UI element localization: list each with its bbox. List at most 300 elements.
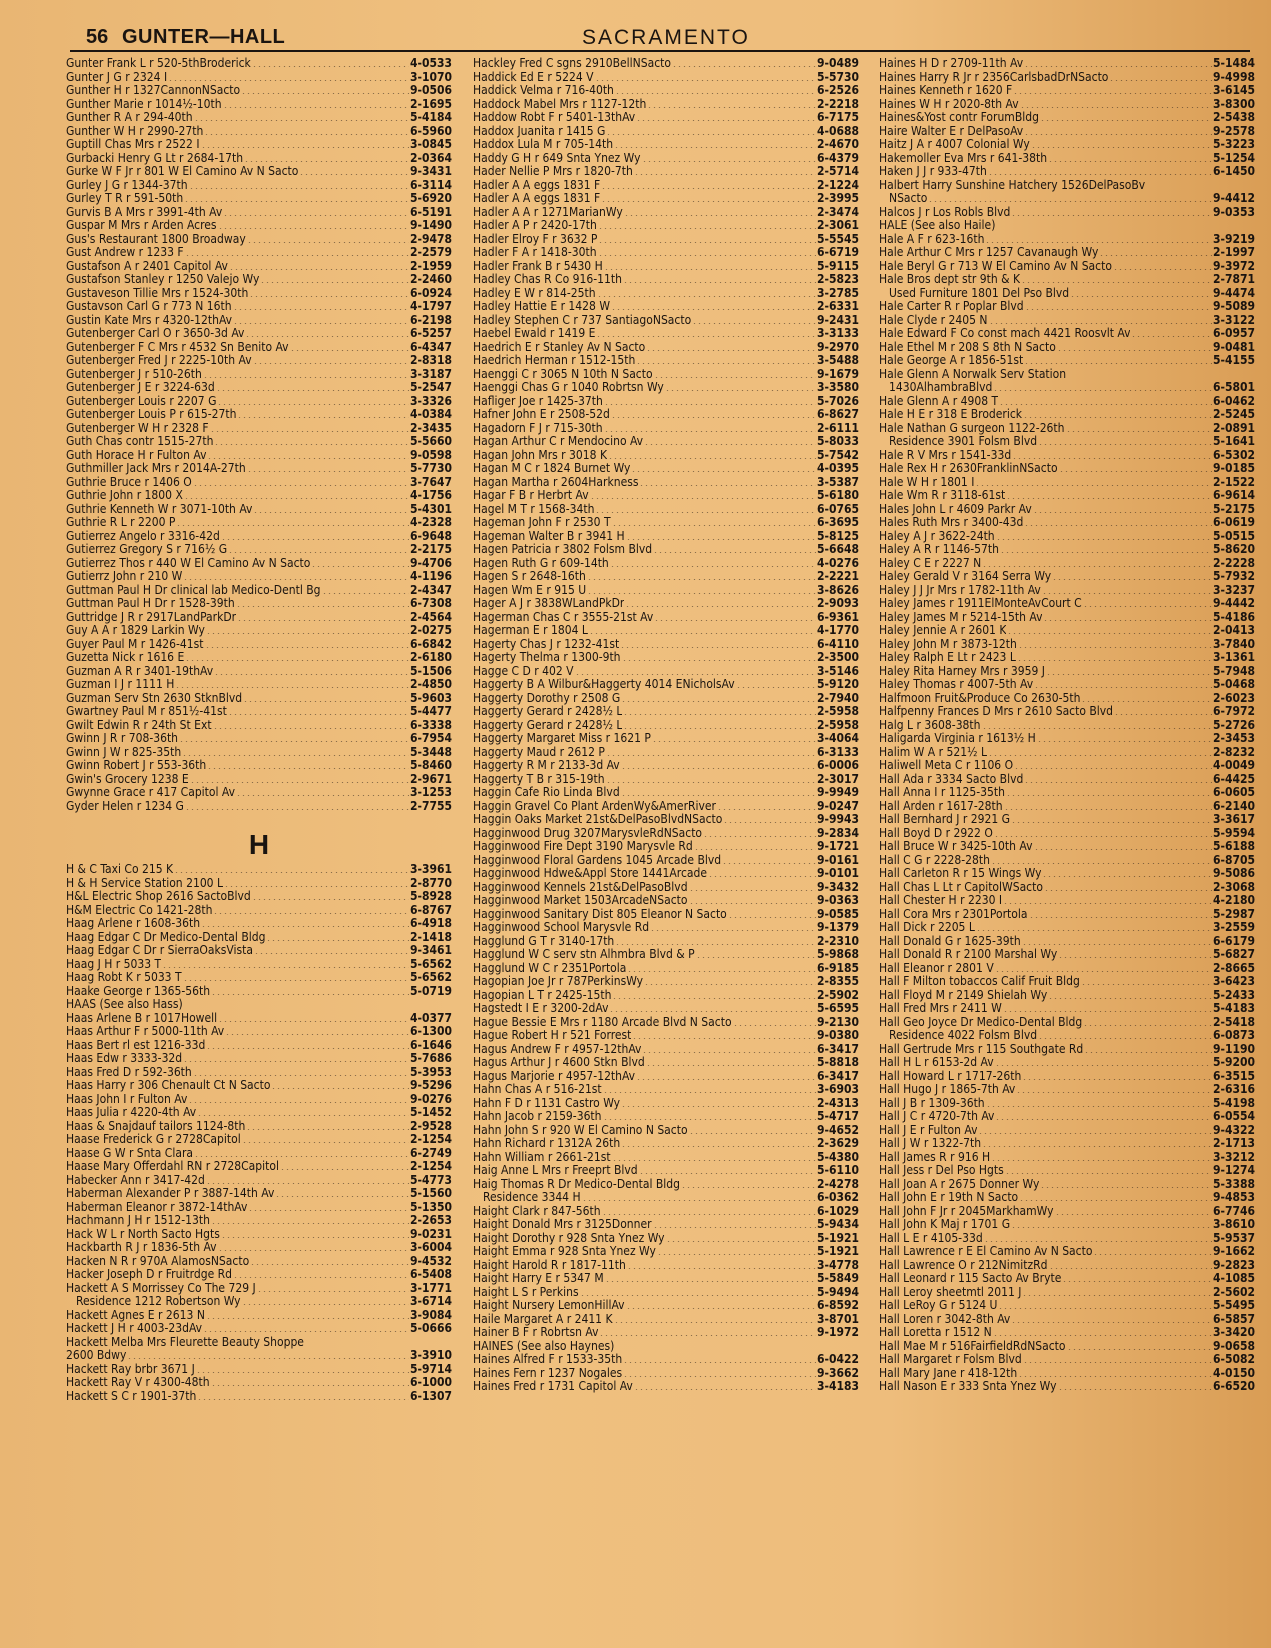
dot-leader bbox=[1000, 543, 1212, 553]
listing-name: Haag Edgar C Dr r SierraOaksVista bbox=[66, 944, 254, 957]
listing-entry bbox=[66, 138, 452, 152]
listing-entry bbox=[66, 719, 452, 733]
listing-name: Haley C E r 2227 N bbox=[879, 556, 982, 570]
dot-leader bbox=[1058, 948, 1212, 958]
listing-name: Hackett Agnes E r 2613 N bbox=[66, 1308, 205, 1322]
dot-leader bbox=[247, 462, 409, 472]
phone-number: 2-2221 bbox=[816, 570, 859, 583]
listing-name: Hadler Frank B r 5430 H bbox=[473, 259, 603, 273]
listing-entry bbox=[879, 287, 1255, 301]
listing-entry bbox=[66, 341, 452, 355]
listing-name: Halg L r 3608-38th bbox=[879, 718, 981, 732]
listing-entry bbox=[66, 863, 452, 877]
phone-number: 5-1452 bbox=[409, 1106, 452, 1119]
listing-entry bbox=[66, 1187, 452, 1201]
listing-entry bbox=[879, 327, 1255, 341]
listing-name: Hageman John F r 2530 T bbox=[473, 516, 611, 529]
listing-name: Hahn William r 2661-21st bbox=[473, 1150, 611, 1164]
dot-leader bbox=[252, 890, 409, 900]
dot-leader bbox=[644, 435, 816, 445]
dot-leader bbox=[1113, 260, 1212, 270]
listing-entry bbox=[473, 624, 859, 638]
listing-name: Hall Loren r 3042-8th Av bbox=[879, 1312, 1011, 1326]
listing-name: Hadler A P r 2420-17th bbox=[473, 219, 597, 232]
dot-leader bbox=[184, 489, 409, 499]
phone-number: 6-7954 bbox=[409, 732, 452, 745]
phone-number: 3-4778 bbox=[816, 1258, 859, 1272]
listing-entry bbox=[473, 341, 859, 355]
listing-entry bbox=[473, 1259, 859, 1273]
dot-leader bbox=[206, 624, 409, 634]
phone-number: 6-0006 bbox=[816, 759, 859, 772]
listing-name: Gustafson Stanley r 1250 Valejo Wy bbox=[66, 273, 260, 286]
phone-number: 9-9949 bbox=[816, 786, 859, 799]
listing-entry bbox=[879, 1083, 1255, 1097]
dot-leader bbox=[1013, 84, 1212, 94]
listing-name: Hall Donald G r 1625-39th bbox=[879, 934, 1021, 948]
listing-entry bbox=[66, 1160, 452, 1174]
phone-number: 3-1771 bbox=[409, 1281, 452, 1295]
phone-number: 9-4853 bbox=[1212, 1191, 1255, 1204]
listing-name: Haley James r 1911ElMonteAvCourt C bbox=[879, 597, 1082, 610]
listing-name: Gutierrez Thos r 440 W El Camino Av N Sacto bbox=[66, 556, 311, 570]
listing-name: Halfpenny Frances D Mrs r 2610 Sacto Blvd bbox=[879, 705, 1114, 718]
listing-entry bbox=[66, 57, 452, 71]
listing-name: Haggerty T B r 315-19th bbox=[473, 772, 605, 786]
listing-name: Gutierrz John r 210 W bbox=[66, 570, 183, 583]
dot-leader bbox=[653, 1218, 816, 1228]
phone-number: 3-7840 bbox=[1212, 637, 1255, 651]
phone-number: 5-1560 bbox=[409, 1187, 452, 1200]
dot-leader bbox=[237, 408, 409, 418]
listing-name: Hall John K Maj r 1701 G bbox=[879, 1218, 1011, 1231]
listing-name: Haase G W r Snta Clara bbox=[66, 1146, 193, 1160]
listing-entry bbox=[879, 1218, 1255, 1232]
phone-number: 3-3133 bbox=[816, 327, 859, 340]
dot-leader bbox=[280, 1160, 409, 1170]
listing-entry bbox=[66, 1066, 452, 1080]
dot-leader bbox=[1070, 287, 1212, 297]
listing-name: Gutenberger Louis r 2207 G bbox=[66, 394, 217, 408]
listing-entry bbox=[879, 975, 1255, 989]
listing-entry bbox=[473, 962, 859, 976]
phone-number: 2-2310 bbox=[816, 934, 859, 948]
listing-entry bbox=[879, 1043, 1255, 1057]
dot-leader bbox=[1011, 813, 1212, 823]
phone-number: 9-0489 bbox=[816, 57, 859, 70]
phone-number: 2-2460 bbox=[409, 273, 452, 286]
phone-number: 3-8701 bbox=[816, 1312, 859, 1326]
listing-entry bbox=[473, 948, 859, 962]
listing-name: Haas & Snajdauf tailors 1124-8th bbox=[66, 1119, 246, 1133]
phone-number: 9-1379 bbox=[816, 921, 859, 934]
listing-name: Haggerty Gerard r 2428½ L bbox=[473, 705, 623, 718]
listing-entry bbox=[473, 300, 859, 314]
dot-leader bbox=[1081, 975, 1212, 985]
listing-entry bbox=[473, 462, 859, 476]
listing-entry bbox=[66, 985, 452, 999]
listing-name: Haenggi Chas G r 1040 Robrtsn Wy bbox=[473, 381, 664, 394]
phone-number: 2-0275 bbox=[409, 624, 452, 637]
dot-leader bbox=[652, 732, 816, 742]
dot-leader bbox=[590, 489, 816, 499]
listing-entry bbox=[66, 570, 452, 584]
dot-leader bbox=[615, 935, 816, 945]
dot-leader bbox=[1017, 651, 1212, 661]
listing-name: Gust Andrew r 1233 F bbox=[66, 246, 184, 259]
listing-entry bbox=[473, 1205, 859, 1219]
dot-leader bbox=[603, 1110, 816, 1120]
listing-name: Gwynne Grace r 417 Capitol Av bbox=[66, 786, 236, 799]
listing-entry bbox=[473, 975, 859, 989]
phone-number: 2-5418 bbox=[1212, 1015, 1255, 1029]
listing-entry bbox=[473, 489, 859, 503]
listing-name: Hale A F r 623-16th bbox=[879, 232, 985, 246]
dot-leader bbox=[185, 651, 409, 661]
listing-name: Hale R V Mrs r 1541-33d bbox=[879, 448, 1012, 462]
listing-name: HAAS (See also Hass) bbox=[66, 998, 183, 1011]
phone-number: 5-5660 bbox=[409, 435, 452, 448]
dot-leader bbox=[211, 1214, 409, 1224]
phone-number: 6-6179 bbox=[1212, 934, 1255, 948]
listing-entry bbox=[879, 1245, 1255, 1259]
phone-number: 5-5730 bbox=[816, 70, 859, 84]
phone-number: 2-3629 bbox=[816, 1137, 859, 1150]
listing-name: Hall H L r 6153-2d Av bbox=[879, 1056, 994, 1069]
dot-leader bbox=[1022, 935, 1212, 945]
listing-entry bbox=[473, 1110, 859, 1124]
dot-leader bbox=[634, 1380, 816, 1390]
listing-entry bbox=[879, 1272, 1255, 1286]
listing-name: Haley John M r 3873-12th bbox=[879, 637, 1017, 651]
listing-entry bbox=[879, 1124, 1255, 1138]
listing-name: Hall Howard L r 1717-26th bbox=[879, 1069, 1022, 1083]
listing-column-2 bbox=[473, 57, 859, 1394]
listing-entry bbox=[879, 1286, 1255, 1300]
listing-name: Hafner John E r 2508-52d bbox=[473, 408, 610, 421]
phone-number: 5-5495 bbox=[1212, 1299, 1255, 1312]
listing-entry bbox=[879, 1002, 1255, 1016]
phone-number: 9-5086 bbox=[1212, 867, 1255, 880]
listing-name: Halfmoon Fruit&Produce Co 2630-5th bbox=[879, 691, 1081, 705]
phone-number: 5-4184 bbox=[409, 111, 452, 124]
dot-leader bbox=[621, 786, 816, 796]
dot-leader bbox=[654, 368, 816, 378]
dot-leader bbox=[975, 476, 1212, 486]
phone-number: 6-7308 bbox=[409, 597, 452, 610]
listing-name: Haley J J Jr Mrs r 1782-11th Av bbox=[879, 583, 1041, 597]
listing-name: Residence 1212 Robertson Wy bbox=[76, 1295, 241, 1308]
phone-number: 6-2198 bbox=[409, 313, 452, 327]
listing-name: Hackett Ray V r 4300-48th bbox=[66, 1376, 210, 1389]
listing-entry bbox=[473, 84, 859, 98]
listing-entry bbox=[879, 395, 1255, 409]
dot-leader bbox=[631, 462, 816, 472]
listing-entry bbox=[66, 1214, 452, 1228]
listing-entry bbox=[66, 165, 452, 179]
dot-leader bbox=[1012, 449, 1212, 459]
listing-entry bbox=[66, 179, 452, 193]
phone-number: 3-4064 bbox=[816, 732, 859, 745]
listing-name: Haines Fred r 1731 Capitol Av bbox=[473, 1380, 633, 1393]
listing-entry bbox=[879, 1380, 1255, 1394]
dot-leader bbox=[233, 314, 409, 324]
listing-name: Haines Harry R Jr r 2356CarlsbadDrNSacto bbox=[879, 70, 1109, 84]
phone-number: 5-6648 bbox=[816, 543, 859, 556]
listing-heading bbox=[473, 1340, 859, 1354]
phone-number: 3-7647 bbox=[409, 475, 452, 489]
phone-number: 5-1350 bbox=[409, 1200, 452, 1214]
phone-number: 2-1418 bbox=[409, 930, 452, 944]
phone-number: 2-1224 bbox=[816, 178, 859, 192]
dot-leader bbox=[1044, 881, 1212, 891]
phone-number: 2-5438 bbox=[1212, 111, 1255, 124]
phone-number: 3-5146 bbox=[816, 664, 859, 678]
dot-leader bbox=[999, 395, 1212, 405]
listing-name: Haines&Yost contr ForumBldg bbox=[879, 111, 1039, 124]
dot-leader bbox=[621, 759, 816, 769]
listing-entry bbox=[66, 944, 452, 958]
dot-leader bbox=[203, 368, 409, 378]
phone-number: 9-1721 bbox=[816, 840, 859, 853]
phone-number: 3-3910 bbox=[409, 1349, 452, 1362]
listing-entry bbox=[473, 732, 859, 746]
listing-name: Hagan John Mrs r 3018 K bbox=[473, 448, 608, 462]
listing-entry bbox=[66, 98, 452, 112]
dot-leader bbox=[985, 233, 1212, 243]
listing-entry bbox=[473, 368, 859, 382]
dot-leader bbox=[257, 1282, 409, 1292]
dot-leader bbox=[623, 1367, 816, 1377]
listing-entry bbox=[473, 1164, 859, 1178]
listing-name: Hadley E W r 814-25th bbox=[473, 286, 596, 300]
listing-entry bbox=[879, 1056, 1255, 1070]
listing-name: Hall Hugo J r 1865-7th Av bbox=[879, 1083, 1016, 1096]
listing-entry bbox=[879, 138, 1255, 152]
listing-entry bbox=[473, 1097, 859, 1111]
phone-number: 5-2433 bbox=[1212, 988, 1255, 1002]
dot-leader bbox=[604, 260, 816, 270]
phone-number: 6-2526 bbox=[816, 84, 859, 97]
listing-name: Hackley Fred C sgns 2910BellNSacto bbox=[473, 57, 671, 70]
dot-leader bbox=[991, 1151, 1212, 1161]
listing-name: Halim W A r 521½ L bbox=[879, 745, 987, 759]
dot-leader bbox=[644, 975, 816, 985]
dot-leader bbox=[621, 1137, 816, 1147]
listing-name: Haggerty B A Wilbur&Haggerty 4014 ENicholsAv bbox=[473, 678, 735, 691]
listing-name: Haines H D r 2709-11th Av bbox=[879, 57, 1024, 70]
listing-name: Haedrich E r Stanley Av N Sacto bbox=[473, 340, 646, 354]
listing-name: Gutierrez Gregory S r 716½ G bbox=[66, 543, 228, 556]
phone-number: 9-1679 bbox=[816, 367, 859, 381]
dot-leader bbox=[1021, 273, 1212, 283]
dot-leader bbox=[175, 678, 409, 688]
listing-entry bbox=[66, 71, 452, 85]
listing-name: Hall John E r 19th N Sacto bbox=[879, 1191, 1019, 1204]
dot-leader bbox=[1025, 300, 1212, 310]
listing-entry bbox=[473, 138, 859, 152]
listing-entry bbox=[879, 759, 1255, 773]
listing-entry bbox=[879, 422, 1255, 436]
dot-leader bbox=[275, 1187, 409, 1197]
listing-entry bbox=[473, 1286, 859, 1300]
dot-leader bbox=[188, 1093, 409, 1103]
listing-entry bbox=[473, 1029, 859, 1043]
listing-name: Haley Thomas r 4007-5th Av bbox=[879, 678, 1034, 691]
dot-leader bbox=[203, 1322, 409, 1332]
dot-leader bbox=[1029, 908, 1212, 918]
listing-name: Hall Boyd D r 2922 O bbox=[879, 826, 993, 840]
dot-leader bbox=[632, 1029, 816, 1039]
listing-entry bbox=[66, 611, 452, 625]
listing-entry bbox=[473, 1353, 859, 1367]
listing-entry bbox=[66, 746, 452, 760]
phone-number: 3-8610 bbox=[1212, 1218, 1255, 1231]
listing-name: Hagstedt I E r 3200-2dAv bbox=[473, 1002, 609, 1015]
listing-name: H&M Electric Co 1421-28th bbox=[66, 903, 213, 917]
listing-name: Gurvis B A Mrs r 3991-4th Av bbox=[66, 205, 223, 219]
listing-entry bbox=[473, 408, 859, 422]
listing-entry bbox=[66, 260, 452, 274]
phone-number: 6-4347 bbox=[409, 340, 452, 354]
listing-name: Haire Walter E r DelPasoAv bbox=[879, 124, 1024, 138]
listing-entry bbox=[66, 543, 452, 557]
phone-number: 6-3338 bbox=[409, 718, 452, 732]
phone-number: 5-2987 bbox=[1212, 907, 1255, 921]
dot-leader bbox=[582, 1191, 816, 1201]
phone-number: 6-1300 bbox=[409, 1025, 452, 1038]
listing-name: Gunther H r 1327CannonNSacto bbox=[66, 84, 241, 97]
listing-name: Gurbacki Henry G Lt r 2684-17th bbox=[66, 151, 244, 165]
dot-leader bbox=[1023, 1353, 1212, 1363]
listing-entry bbox=[66, 476, 452, 490]
phone-number: 6-1450 bbox=[1212, 165, 1255, 178]
listing-heading bbox=[66, 1336, 452, 1350]
dot-leader bbox=[228, 705, 409, 715]
phone-number: 6-5257 bbox=[409, 327, 452, 340]
listing-name: Habecker Ann r 3417-42d bbox=[66, 1173, 205, 1187]
listing-entry bbox=[66, 435, 452, 449]
listing-entry bbox=[879, 314, 1255, 328]
dot-leader bbox=[1023, 408, 1212, 418]
phone-number: 6-0554 bbox=[1212, 1110, 1255, 1123]
listing-entry bbox=[879, 1353, 1255, 1367]
listing-entry bbox=[879, 1070, 1255, 1084]
dot-leader bbox=[634, 165, 816, 175]
listing-entry bbox=[473, 1124, 859, 1138]
dot-leader bbox=[254, 944, 409, 954]
listing-name: Hagginwood Market 1503ArcadeNSacto bbox=[473, 894, 688, 907]
dot-leader bbox=[1024, 773, 1212, 783]
listing-name: Hall Bruce W r 3425-10th Av bbox=[879, 840, 1033, 853]
dot-leader bbox=[1007, 624, 1212, 634]
dot-leader bbox=[598, 233, 816, 243]
listing-name: Hale Glenn A r 4908 T bbox=[879, 394, 999, 408]
phone-number: 6-6520 bbox=[1212, 1380, 1255, 1393]
listing-name: H & H Service Station 2100 L bbox=[66, 876, 223, 890]
listing-name: Hale W H r 1801 I bbox=[879, 475, 975, 489]
dot-leader bbox=[694, 840, 816, 850]
listing-name: Hahn F D r 1131 Castro Wy bbox=[473, 1096, 621, 1110]
listing-entry bbox=[879, 462, 1255, 476]
dot-leader bbox=[197, 1390, 409, 1400]
phone-number: 9-5296 bbox=[409, 1079, 452, 1092]
listing-entry bbox=[473, 543, 859, 557]
phone-number: 2-8318 bbox=[409, 354, 452, 367]
listing-name: Gunter Frank L r 520-5thBroderick bbox=[66, 57, 251, 70]
dot-leader bbox=[603, 1083, 816, 1093]
listing-entry bbox=[473, 57, 859, 71]
dot-leader bbox=[575, 665, 816, 675]
dot-leader bbox=[636, 354, 816, 364]
listing-name: Haas Fred D r 592-36th bbox=[66, 1065, 192, 1079]
dot-leader bbox=[176, 516, 409, 526]
listing-entry bbox=[66, 1133, 452, 1147]
listing-entry bbox=[879, 894, 1255, 908]
listing-entry bbox=[66, 287, 452, 301]
listing-entry bbox=[66, 1201, 452, 1215]
listing-name: Hale Glenn A Norwalk Serv Station bbox=[879, 367, 1067, 381]
listing-name: Hadley Chas R Co 916-11th bbox=[473, 273, 622, 286]
listing-entry bbox=[879, 908, 1255, 922]
listing-entry bbox=[879, 800, 1255, 814]
listing-name: Gwin's Grocery 1238 E bbox=[66, 772, 189, 786]
dot-leader bbox=[733, 1016, 816, 1026]
phone-number: 9-4442 bbox=[1212, 597, 1255, 610]
listing-name: 2600 Bdwy bbox=[66, 1349, 127, 1362]
listing-entry bbox=[473, 638, 859, 652]
dot-leader bbox=[689, 894, 816, 904]
listing-name: Gutenberger Fred J r 2225-10th Av bbox=[66, 354, 252, 367]
dot-leader bbox=[991, 854, 1212, 864]
dot-leader bbox=[228, 543, 409, 553]
phone-number: 9-2130 bbox=[816, 1015, 859, 1029]
dot-leader bbox=[599, 1326, 815, 1336]
dot-leader bbox=[611, 300, 816, 310]
listing-name: Gutenberger Louis P r 615-27th bbox=[66, 408, 237, 421]
listing-name: Hall J B r 1309-36th bbox=[879, 1096, 985, 1110]
phone-number: 6-5191 bbox=[409, 205, 452, 219]
phone-number: 6-6719 bbox=[816, 246, 859, 259]
listing-entry bbox=[66, 368, 452, 382]
listing-name: Gus's Restaurant 1800 Broadway bbox=[66, 232, 246, 246]
listing-entry bbox=[879, 503, 1255, 517]
listing-name: Hale George A r 1856-51st bbox=[879, 354, 1024, 367]
listing-name: Hale Ethel M r 208 S 8th N Sacto bbox=[879, 340, 1056, 354]
listing-entry bbox=[66, 530, 452, 544]
listing-entry bbox=[879, 246, 1255, 260]
listing-entry bbox=[66, 877, 452, 891]
listing-name: Haines Fern r 1237 Nogales bbox=[473, 1366, 623, 1380]
dot-leader bbox=[1019, 1191, 1212, 1201]
listing-entry bbox=[66, 206, 452, 220]
phone-number: 9-2823 bbox=[1212, 1258, 1255, 1272]
dot-leader bbox=[601, 179, 816, 189]
listing-entry bbox=[879, 557, 1255, 571]
listing-name: Haley A J r 3622-24th bbox=[879, 529, 995, 543]
phone-number: 5-1921 bbox=[816, 1245, 859, 1258]
listing-name: Gunther W H r 2990-27th bbox=[66, 124, 204, 138]
phone-number: 5-8818 bbox=[816, 1056, 859, 1069]
phone-number: 2-8355 bbox=[816, 975, 859, 988]
listing-name: Haight Dorothy r 928 Snta Ynez Wy bbox=[473, 1231, 665, 1245]
phone-number: 5-6920 bbox=[409, 192, 452, 205]
listing-entry bbox=[473, 773, 859, 787]
phone-number: 6-8705 bbox=[1212, 853, 1255, 867]
listing-name: Haggin Gravel Co Plant ArdenWy&AmerRiver bbox=[473, 799, 716, 813]
listing-name: Haggerty Margaret Miss r 1621 P bbox=[473, 732, 651, 745]
listing-name: Hale Nathan G surgeon 1122-26th bbox=[879, 421, 1065, 435]
